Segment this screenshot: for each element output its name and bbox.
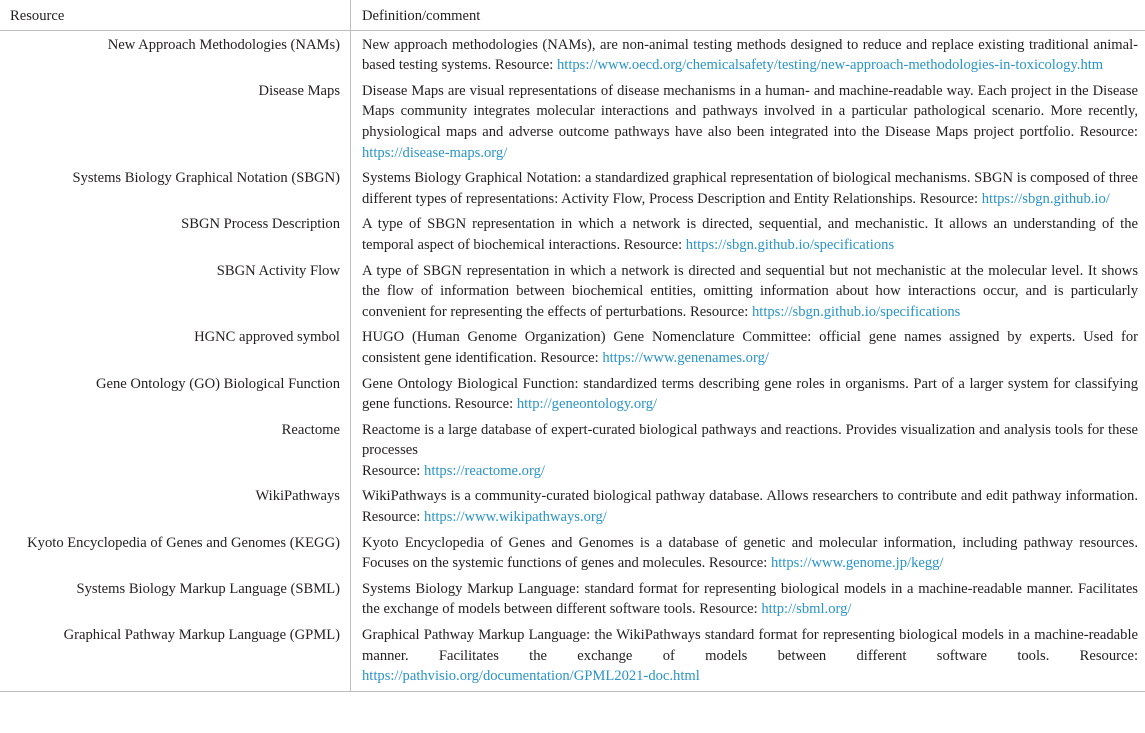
table-body bbox=[0, 30, 1145, 691]
resource-definition bbox=[351, 212, 1145, 258]
resource-definition bbox=[351, 418, 1145, 485]
definition-text: Systems Biology Markup Language: standard format for representing biological models in a machine-readable manner. Facilitates the exchange of models between different software tools. Resource: bbox=[362, 580, 1138, 618]
resource-name: Kyoto Encyclopedia of Genes and Genomes (KEGG) bbox=[0, 531, 351, 577]
resource-definition bbox=[351, 79, 1145, 166]
definition-text: Systems Biology Graphical Notation: a standardized graphical representation of biological mechanisms. SBGN is composed of three different types of representations: Activity Flow, Process Description and Entity Relationships. Resource: bbox=[362, 170, 1138, 207]
table-row bbox=[0, 259, 1145, 326]
resource-definition bbox=[351, 30, 1145, 79]
table-row bbox=[0, 30, 1145, 79]
resource-name: SBGN Process Description bbox=[0, 212, 351, 258]
resource-link[interactable]: https://sbgn.github.io/specifications bbox=[685, 236, 895, 253]
table-row bbox=[0, 484, 1145, 530]
definition-resource-prefix: Resource: bbox=[362, 462, 425, 479]
resource-link[interactable]: https://reactome.org/ bbox=[424, 462, 545, 479]
resource-link[interactable]: http://sbml.org/ bbox=[761, 601, 852, 618]
resource-link[interactable]: https://sbgn.github.io/specifications bbox=[751, 303, 961, 320]
resource-definition bbox=[351, 623, 1145, 691]
resource-link[interactable]: https://www.oecd.org/chemicalsafety/testing/new-approach-methodologies-in-toxicology.htm bbox=[556, 57, 1104, 74]
header-resource: Resource bbox=[0, 0, 351, 30]
resource-link[interactable]: https://www.genenames.org/ bbox=[602, 349, 769, 366]
table-row bbox=[0, 212, 1145, 258]
resource-name: Gene Ontology (GO) Biological Function bbox=[0, 372, 351, 418]
table-row bbox=[0, 531, 1145, 577]
table-row bbox=[0, 418, 1145, 485]
resource-name: Graphical Pathway Markup Language (GPML) bbox=[0, 623, 351, 691]
resource-definition bbox=[351, 372, 1145, 418]
resource-name: Systems Biology Markup Language (SBML) bbox=[0, 577, 351, 623]
resource-name: WikiPathways bbox=[0, 484, 351, 530]
table-row bbox=[0, 79, 1145, 166]
resource-name: SBGN Activity Flow bbox=[0, 259, 351, 326]
resource-name: HGNC approved symbol bbox=[0, 325, 351, 371]
definition-text: Kyoto Encyclopedia of Genes and Genomes is a database of genetic and molecular information, including pathway resources. Focuses on the systemic functions of genes and molecules. Resource: bbox=[362, 534, 1138, 572]
definition-text: WikiPathways is a community-curated biological pathway database. Allows researchers to contribute and edit pathway information. Resource: bbox=[362, 488, 1138, 526]
resource-definition bbox=[351, 325, 1145, 371]
resource-name: Reactome bbox=[0, 418, 351, 485]
table-row bbox=[0, 577, 1145, 623]
definition-text: A type of SBGN representation in which a network is directed and sequential but not mechanistic at the molecular level. It shows the flow of information between biochemical entities, omitting information about how interactions occur, and is particularly convenient for representing the effects of perturbations. Resource: bbox=[362, 262, 1138, 320]
definition-text: Gene Ontology Biological Function: standardized terms describing gene roles in organisms. Part of a larger system for classifying gene functions. Resource: bbox=[362, 375, 1138, 413]
resource-definition bbox=[351, 166, 1145, 212]
resource-link[interactable]: https://www.wikipathways.org/ bbox=[424, 509, 607, 526]
header-row bbox=[0, 0, 1145, 30]
resource-link[interactable]: https://disease-maps.org/ bbox=[362, 144, 508, 161]
definition-text: A type of SBGN representation in which a network is directed, sequential, and mechanistic. It allows an understanding of the temporal aspect of biochemical interactions. Resource: bbox=[362, 216, 1138, 253]
resource-name: Disease Maps bbox=[0, 79, 351, 166]
resource-definition bbox=[351, 531, 1145, 577]
table-row bbox=[0, 325, 1145, 371]
table-row bbox=[0, 166, 1145, 212]
definition-text: HUGO (Human Genome Organization) Gene Nomenclature Committee: official gene names assigned by experts. Used for consistent gene identification. Resource: bbox=[362, 329, 1138, 366]
definition-text: New approach methodologies (NAMs), are non-animal testing methods designed to reduce and replace existing traditional animal-based testing systems. Resource: bbox=[362, 36, 1138, 74]
resource-link[interactable]: https://pathvisio.org/documentation/GPML2021-doc.html bbox=[362, 668, 700, 685]
resource-definition bbox=[351, 259, 1145, 326]
table-row bbox=[0, 623, 1145, 691]
header-definition: Definition/comment bbox=[351, 0, 1145, 30]
resource-name: New Approach Methodologies (NAMs) bbox=[0, 30, 351, 79]
definition-text: Reactome is a large database of expert-curated biological pathways and reactions. Provides visualization and analysis tools for these processes bbox=[362, 421, 1138, 459]
definition-text: Disease Maps are visual representations of disease mechanisms in a human- and machine-readable way. Each project in the Disease Maps community integrates molecular interactions and pathways involved in a particular pathological scenario. More recently, physiological maps and adverse outcome pathways have also been integrated into the Disease Maps project portfolio. Resource: bbox=[362, 82, 1138, 140]
resource-link[interactable]: https://www.genome.jp/kegg/ bbox=[770, 555, 944, 572]
table-row bbox=[0, 372, 1145, 418]
resource-definition bbox=[351, 577, 1145, 623]
resource-name: Systems Biology Graphical Notation (SBGN) bbox=[0, 166, 351, 212]
resource-link[interactable]: https://sbgn.github.io/ bbox=[981, 190, 1110, 207]
resource-definition bbox=[351, 484, 1145, 530]
resource-link[interactable]: http://geneontology.org/ bbox=[516, 396, 658, 413]
definition-text: Graphical Pathway Markup Language: the WikiPathways standard format for representing biological models in a machine-readable manner. Facilitates the exchange of models between different software tools. Resource: bbox=[362, 627, 1138, 664]
